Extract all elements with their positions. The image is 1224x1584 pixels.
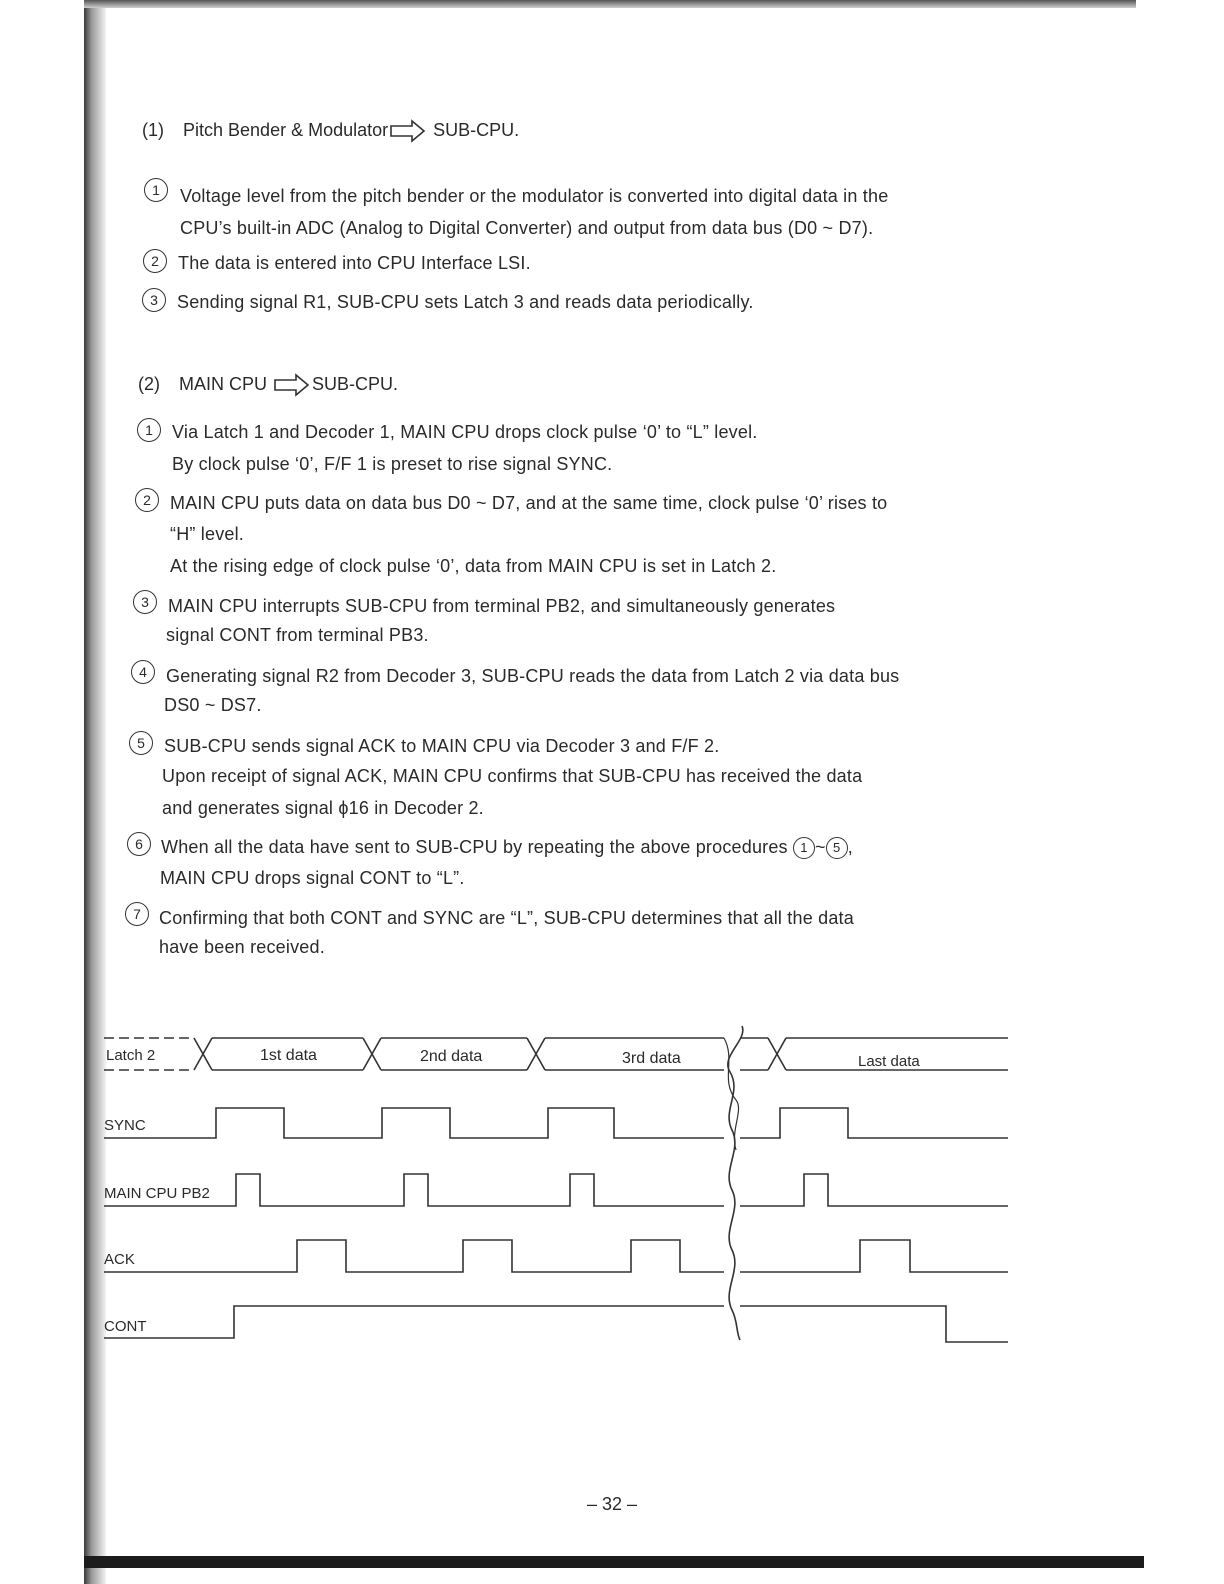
step-number-badge: 2 xyxy=(135,488,159,512)
section2-item1-line2: By clock pulse ‘0’, F/F 1 is preset to rise signal SYNC. xyxy=(172,454,613,474)
latch2-transition xyxy=(527,1038,545,1070)
section2-item4-line1: Generating signal R2 from Decoder 3, SUB-CPU reads the data from Latch 2 via data bus xyxy=(166,666,900,686)
step-number-badge: 1 xyxy=(137,418,161,442)
main-cpu-pb2-waveform xyxy=(104,1174,1008,1206)
section2-item5-line1: SUB-CPU sends signal ACK to MAIN CPU via Decoder 3 and F/F 2. xyxy=(164,736,720,756)
latch2-transition xyxy=(363,1038,381,1070)
step-number-badge: 3 xyxy=(142,288,166,312)
section2-item6-text: When all the data have sent to SUB-CPU by repeating the above procedures xyxy=(161,837,788,857)
section1-title-left: Pitch Bender & Modulator xyxy=(183,119,389,140)
section2-title-right: SUB-CPU. xyxy=(312,373,399,394)
section2-item2-line2: “H” level. xyxy=(170,524,245,544)
signal-label-sync: SYNC xyxy=(104,1117,146,1134)
section2-item5-line3: and generates signal ϕ16 in Decoder 2. xyxy=(162,798,484,818)
data-label-3rd: 3rd data xyxy=(622,1050,681,1067)
signal-label-latch2: Latch 2 xyxy=(106,1047,156,1064)
data-label-2nd: 2nd data xyxy=(420,1048,483,1065)
latch2-pre-last xyxy=(740,1038,768,1070)
step-number-badge: 4 xyxy=(131,660,155,684)
step-number-badge: 3 xyxy=(133,590,157,614)
data-label-1st: 1st data xyxy=(260,1047,317,1064)
section2-item3-line2: signal CONT from terminal PB3. xyxy=(166,625,429,645)
section2-item7-line1: Confirming that both CONT and SYNC are “L”, SUB-CPU determines that all the data xyxy=(159,908,854,928)
range-separator: ~ xyxy=(814,837,826,857)
section2-item2-line1: MAIN CPU puts data on data bus D0 ~ D7, and at the same time, clock pulse ‘0’ rises to xyxy=(170,493,888,513)
section2-item4-line2: DS0 ~ DS7. xyxy=(164,695,262,715)
signal-label-cont: CONT xyxy=(104,1318,147,1335)
time-break-line xyxy=(728,1026,743,1340)
section2-item1-line1: Via Latch 1 and Decoder 1, MAIN CPU drops clock pulse ‘0’ to “L” level. xyxy=(172,422,758,442)
signal-label-ack: ACK xyxy=(104,1251,135,1268)
section2-number: (2) xyxy=(138,373,160,394)
section1-item2-line1: The data is entered into CPU Interface LSI. xyxy=(178,253,531,273)
data-label-last: Last data xyxy=(858,1053,920,1070)
section2-item6-line2: MAIN CPU drops signal CONT to “L”. xyxy=(160,868,465,888)
step-number-badge: 7 xyxy=(125,902,149,926)
sync-waveform xyxy=(104,1108,1008,1138)
range-end-punct: , xyxy=(847,837,853,857)
section2-title-left: MAIN CPU xyxy=(179,373,268,394)
step-number-badge: 6 xyxy=(127,832,151,856)
section1-number: (1) xyxy=(142,119,164,140)
page-number: – 32 – xyxy=(586,1494,638,1514)
section1-item1-line1: Voltage level from the pitch bender or the modulator is converted into digital data in the xyxy=(180,186,889,206)
step-number-badge: 5 xyxy=(129,731,153,755)
latch2-transition xyxy=(194,1038,212,1070)
section1-item1-line2: CPU’s built-in ADC (Analog to Digital Converter) and output from data bus (D0 ~ D7). xyxy=(180,218,874,238)
cont-waveform xyxy=(104,1306,1008,1342)
section2-item5-line2: Upon receipt of signal ACK, MAIN CPU confirms that SUB-CPU has received the data xyxy=(162,766,863,786)
latch2-transition xyxy=(768,1038,786,1070)
signal-label-main-cpu-pb2: MAIN CPU PB2 xyxy=(104,1185,210,1202)
ack-waveform xyxy=(104,1240,1008,1272)
step-number-badge: 1 xyxy=(144,178,168,202)
section2-item2-line3: At the rising edge of clock pulse ‘0’, data from MAIN CPU is set in Latch 2. xyxy=(170,556,777,576)
range-end-badge: 5 xyxy=(826,837,848,859)
range-start-badge: 1 xyxy=(793,837,815,859)
section1-title-right: SUB-CPU. xyxy=(433,119,520,140)
section2-item3-line1: MAIN CPU interrupts SUB-CPU from terminal PB2, and simultaneously generates xyxy=(168,596,836,616)
step-number-badge: 2 xyxy=(143,249,167,273)
section1-item3-line1: Sending signal R1, SUB-CPU sets Latch 3 and reads data periodically. xyxy=(177,292,754,312)
section2-item7-line2: have been received. xyxy=(159,937,325,957)
